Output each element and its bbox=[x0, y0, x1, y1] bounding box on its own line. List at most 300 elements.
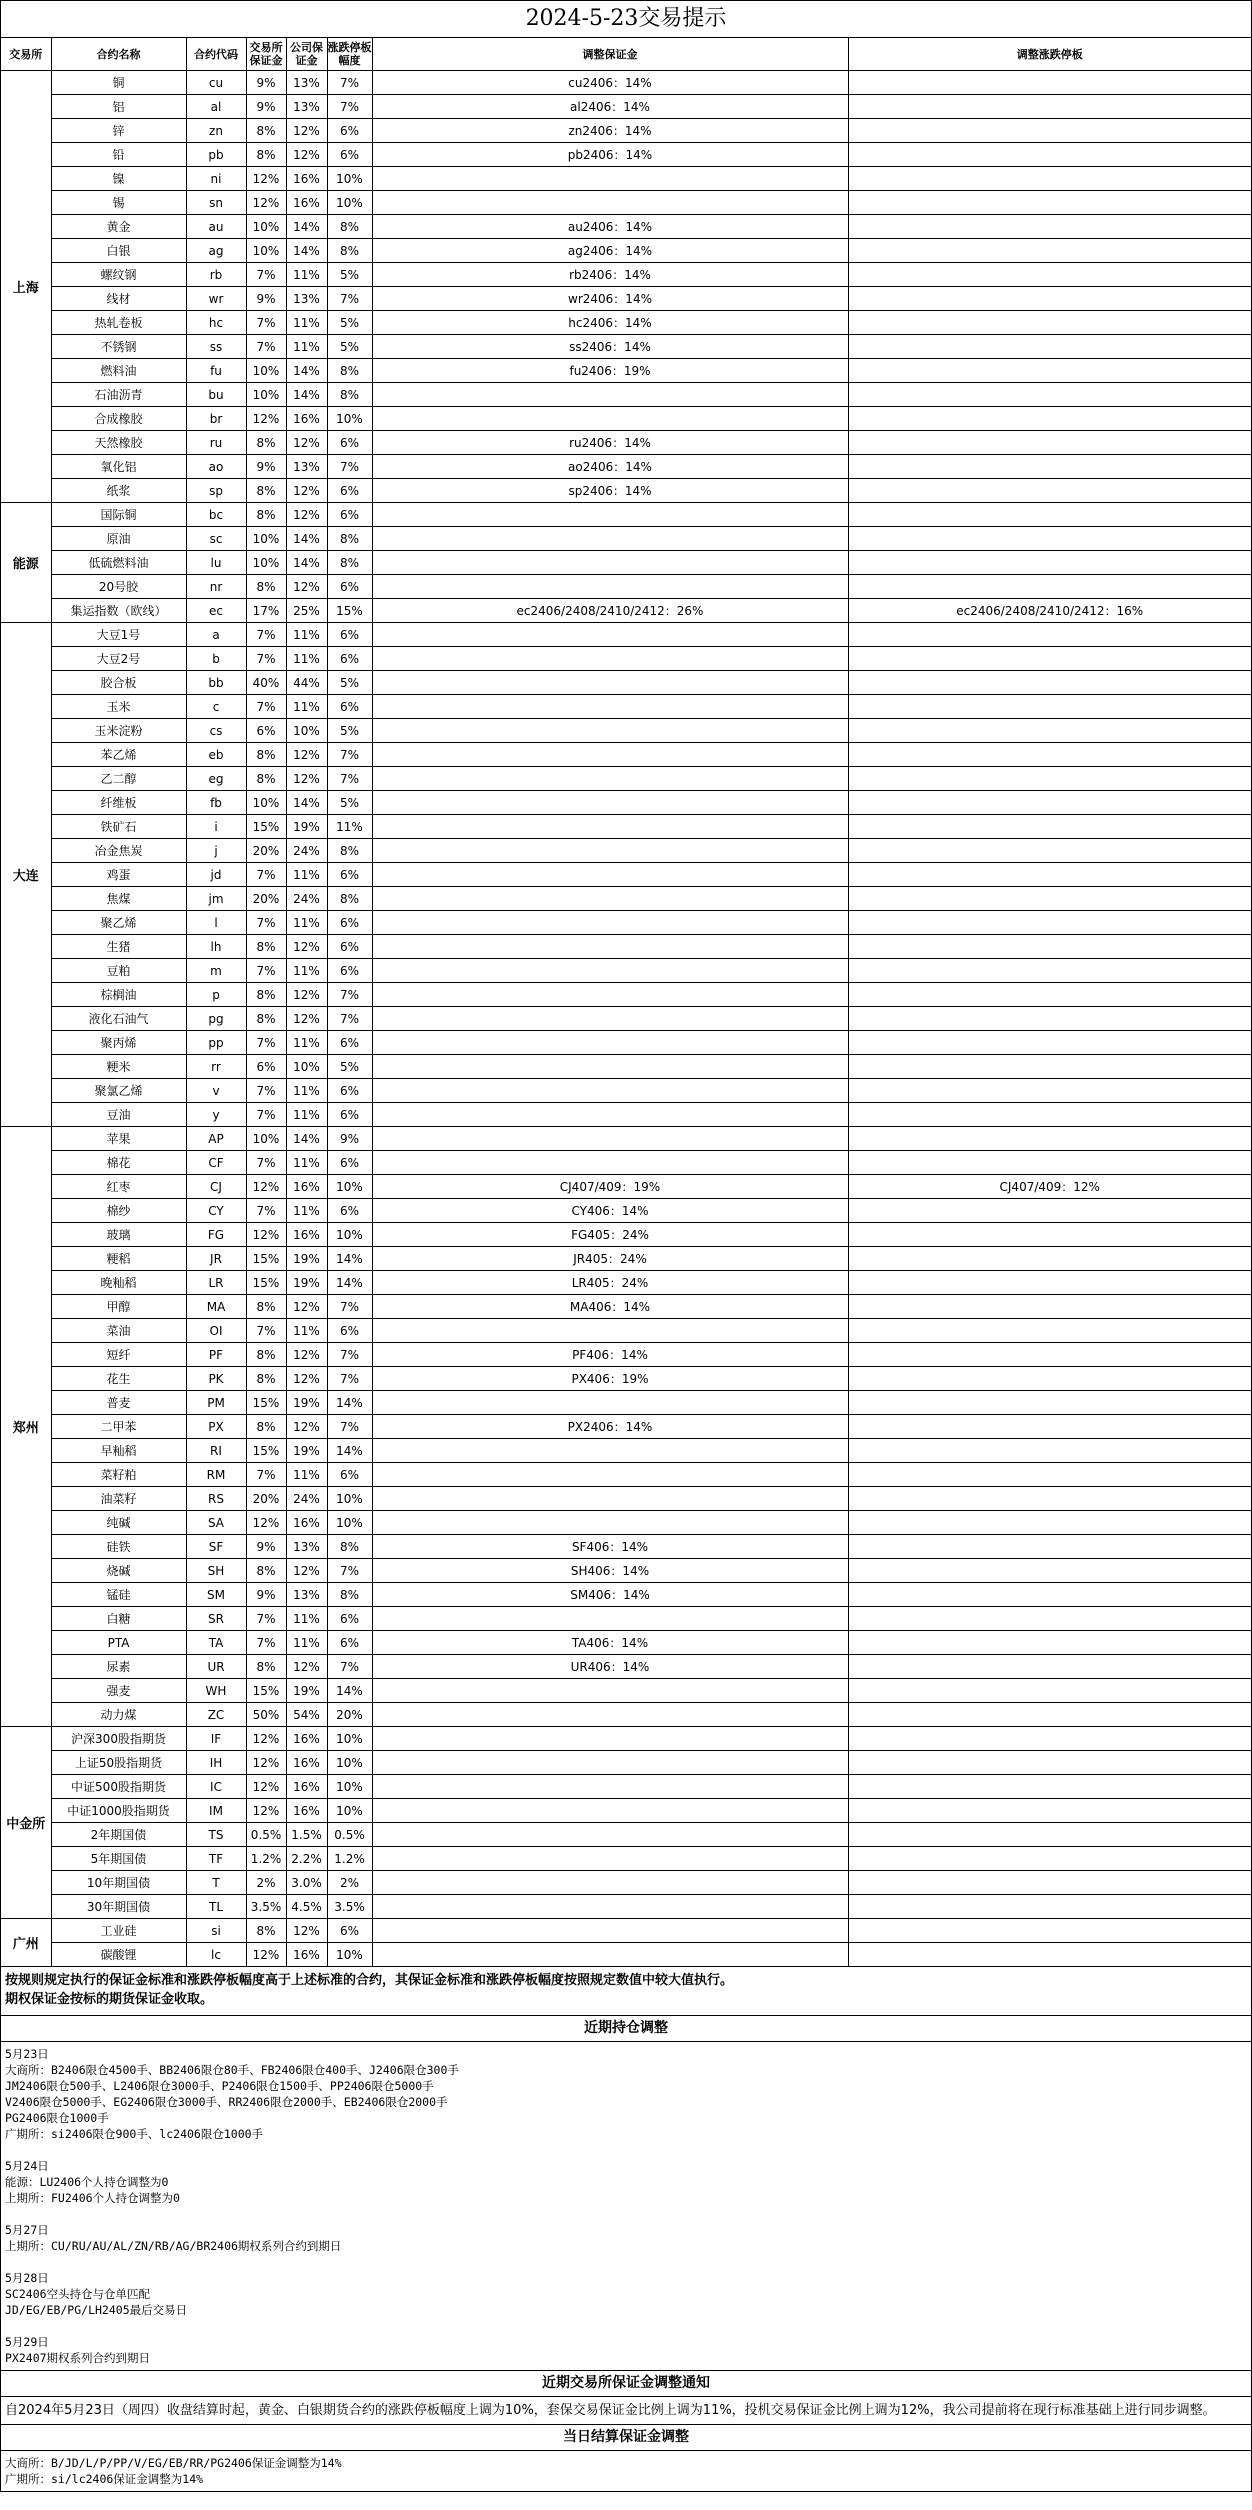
company-margin-cell: 25% bbox=[286, 599, 327, 623]
company-margin-cell: 2.2% bbox=[286, 1847, 327, 1871]
contract-name-cell: 甲醇 bbox=[51, 1295, 186, 1319]
contract-name-cell: 聚丙烯 bbox=[51, 1031, 186, 1055]
company-margin-cell: 11% bbox=[286, 1319, 327, 1343]
adjusted-margin-cell bbox=[372, 383, 848, 407]
contract-name-cell: 粳米 bbox=[51, 1055, 186, 1079]
adjusted-price-limit-cell bbox=[848, 503, 1251, 527]
exchange-margin-cell: 7% bbox=[246, 959, 286, 983]
adjusted-margin-cell bbox=[372, 839, 848, 863]
exchange-margin-cell: 1.2% bbox=[246, 1847, 286, 1871]
price-limit-cell: 6% bbox=[327, 1199, 372, 1223]
company-margin-cell: 13% bbox=[286, 287, 327, 311]
company-margin-cell: 14% bbox=[286, 551, 327, 575]
contract-code-cell: WH bbox=[186, 1679, 246, 1703]
adjusted-price-limit-cell bbox=[848, 887, 1251, 911]
company-margin-cell: 14% bbox=[286, 527, 327, 551]
contract-name-cell: 苹果 bbox=[51, 1127, 186, 1151]
contract-name-cell: 短纤 bbox=[51, 1343, 186, 1367]
price-limit-cell: 10% bbox=[327, 1223, 372, 1247]
exchange-margin-cell: 15% bbox=[246, 1439, 286, 1463]
adjusted-price-limit-cell bbox=[848, 647, 1251, 671]
contract-name-cell: 10年期国债 bbox=[51, 1871, 186, 1895]
exchange-margin-cell: 8% bbox=[246, 743, 286, 767]
adjusted-margin-cell bbox=[372, 1127, 848, 1151]
price-limit-cell: 8% bbox=[327, 839, 372, 863]
adjusted-margin-cell bbox=[372, 1439, 848, 1463]
table-row bbox=[1, 239, 1251, 263]
table-row bbox=[1, 815, 1251, 839]
adjusted-price-limit-cell bbox=[848, 983, 1251, 1007]
company-margin-cell: 11% bbox=[286, 911, 327, 935]
contract-code-cell: LR bbox=[186, 1271, 246, 1295]
adjusted-margin-cell: cu2406：14% bbox=[372, 71, 848, 95]
col-header: 公司保证金 bbox=[286, 38, 327, 71]
table-row bbox=[1, 1703, 1251, 1727]
company-margin-cell: 13% bbox=[286, 1583, 327, 1607]
contract-code-cell: sp bbox=[186, 479, 246, 503]
contract-code-cell: PK bbox=[186, 1367, 246, 1391]
position-adjust-line: JM2406限仓500手、L2406限仓3000手、P2406限仓1500手、PP2406限仓5000手 bbox=[5, 2079, 434, 2093]
price-limit-cell: 6% bbox=[327, 959, 372, 983]
company-margin-cell: 16% bbox=[286, 191, 327, 215]
table-row bbox=[1, 1535, 1251, 1559]
price-limit-cell: 6% bbox=[327, 431, 372, 455]
adjusted-price-limit-cell bbox=[848, 1679, 1251, 1703]
position-adjust-date: 5月28日 bbox=[5, 2271, 49, 2285]
company-margin-cell: 11% bbox=[286, 623, 327, 647]
company-margin-cell: 12% bbox=[286, 1559, 327, 1583]
exchange-cell: 中金所 bbox=[1, 1727, 51, 1919]
exchange-margin-cell: 7% bbox=[246, 1079, 286, 1103]
contract-name-cell: 油菜籽 bbox=[51, 1487, 186, 1511]
exchange-margin-cell: 10% bbox=[246, 791, 286, 815]
exchange-margin-cell: 8% bbox=[246, 1919, 286, 1943]
table-row bbox=[1, 1559, 1251, 1583]
price-limit-cell: 6% bbox=[327, 1151, 372, 1175]
adjusted-margin-cell bbox=[372, 1871, 848, 1895]
adjusted-margin-cell bbox=[372, 1007, 848, 1031]
adjusted-margin-cell: JR405：24% bbox=[372, 1247, 848, 1271]
contract-name-cell: 粳稻 bbox=[51, 1247, 186, 1271]
table-row bbox=[1, 935, 1251, 959]
company-margin-cell: 11% bbox=[286, 695, 327, 719]
table-row bbox=[1, 719, 1251, 743]
adjusted-margin-cell: PF406：14% bbox=[372, 1343, 848, 1367]
price-limit-cell: 14% bbox=[327, 1391, 372, 1415]
contract-code-cell: PM bbox=[186, 1391, 246, 1415]
adjusted-margin-cell bbox=[372, 1823, 848, 1847]
price-limit-cell: 3.5% bbox=[327, 1895, 372, 1919]
adjusted-price-limit-cell bbox=[848, 575, 1251, 599]
exchange-margin-cell: 10% bbox=[246, 239, 286, 263]
exchange-margin-cell: 7% bbox=[246, 647, 286, 671]
adjusted-price-limit-cell bbox=[848, 1895, 1251, 1919]
exchange-margin-cell: 7% bbox=[246, 335, 286, 359]
exchange-margin-cell: 0.5% bbox=[246, 1823, 286, 1847]
exchange-margin-cell: 20% bbox=[246, 1487, 286, 1511]
adjusted-margin-cell bbox=[372, 1487, 848, 1511]
table-row bbox=[1, 599, 1251, 623]
contract-name-cell: 尿素 bbox=[51, 1655, 186, 1679]
company-margin-cell: 11% bbox=[286, 863, 327, 887]
price-limit-cell: 7% bbox=[327, 983, 372, 1007]
adjusted-price-limit-cell bbox=[848, 791, 1251, 815]
company-margin-cell: 12% bbox=[286, 1415, 327, 1439]
exchange-margin-cell: 15% bbox=[246, 1679, 286, 1703]
table-row bbox=[1, 1007, 1251, 1031]
price-limit-cell: 1.2% bbox=[327, 1847, 372, 1871]
exchange-margin-cell: 3.5% bbox=[246, 1895, 286, 1919]
contract-name-cell: 5年期国债 bbox=[51, 1847, 186, 1871]
adjusted-margin-cell: FG405：24% bbox=[372, 1223, 848, 1247]
adjusted-margin-cell bbox=[372, 1319, 848, 1343]
table-row bbox=[1, 1871, 1251, 1895]
contract-name-cell: PTA bbox=[51, 1631, 186, 1655]
adjusted-margin-cell: PX406：19% bbox=[372, 1367, 848, 1391]
adjusted-margin-cell bbox=[372, 1679, 848, 1703]
adjusted-margin-cell bbox=[372, 575, 848, 599]
contract-code-cell: cs bbox=[186, 719, 246, 743]
settlement-line: 广期所：si/lc2406保证金调整为14% bbox=[5, 2472, 204, 2486]
exchange-margin-cell: 10% bbox=[246, 215, 286, 239]
adjusted-price-limit-cell bbox=[848, 1583, 1251, 1607]
price-limit-cell: 15% bbox=[327, 599, 372, 623]
table-row bbox=[1, 311, 1251, 335]
company-margin-cell: 11% bbox=[286, 1631, 327, 1655]
contract-name-cell: 二甲苯 bbox=[51, 1415, 186, 1439]
company-margin-cell: 14% bbox=[286, 1127, 327, 1151]
contract-code-cell: IH bbox=[186, 1751, 246, 1775]
contract-code-cell: eg bbox=[186, 767, 246, 791]
company-margin-cell: 14% bbox=[286, 239, 327, 263]
price-limit-cell: 8% bbox=[327, 359, 372, 383]
contract-code-cell: hc bbox=[186, 311, 246, 335]
contract-name-cell: 螺纹钢 bbox=[51, 263, 186, 287]
price-limit-cell: 10% bbox=[327, 1799, 372, 1823]
adjusted-margin-cell bbox=[372, 407, 848, 431]
adjusted-margin-cell: wr2406：14% bbox=[372, 287, 848, 311]
adjusted-price-limit-cell bbox=[848, 1511, 1251, 1535]
adjusted-margin-cell: rb2406：14% bbox=[372, 263, 848, 287]
exchange-margin-cell: 50% bbox=[246, 1703, 286, 1727]
table-row bbox=[1, 95, 1251, 119]
position-adjust-line: PG2406限仓1000手 bbox=[5, 2111, 109, 2125]
exchange-margin-cell: 12% bbox=[246, 1175, 286, 1199]
company-margin-cell: 11% bbox=[286, 1607, 327, 1631]
company-margin-cell: 12% bbox=[286, 1343, 327, 1367]
exchange-margin-cell: 7% bbox=[246, 1151, 286, 1175]
adjusted-margin-cell bbox=[372, 527, 848, 551]
adjusted-margin-cell bbox=[372, 1151, 848, 1175]
adjusted-price-limit-cell bbox=[848, 1607, 1251, 1631]
table-row bbox=[1, 1031, 1251, 1055]
contract-code-cell: MA bbox=[186, 1295, 246, 1319]
contract-name-cell: 红枣 bbox=[51, 1175, 186, 1199]
contract-code-cell: JR bbox=[186, 1247, 246, 1271]
price-limit-cell: 6% bbox=[327, 935, 372, 959]
adjusted-margin-cell: ss2406：14% bbox=[372, 335, 848, 359]
exchange-margin-cell: 8% bbox=[246, 1415, 286, 1439]
contract-name-cell: 棉纱 bbox=[51, 1199, 186, 1223]
adjusted-price-limit-cell bbox=[848, 1415, 1251, 1439]
contract-name-cell: 锰硅 bbox=[51, 1583, 186, 1607]
price-limit-cell: 10% bbox=[327, 1943, 372, 1967]
adjusted-price-limit-cell bbox=[848, 479, 1251, 503]
adjusted-margin-cell bbox=[372, 695, 848, 719]
company-margin-cell: 19% bbox=[286, 1391, 327, 1415]
exchange-margin-cell: 9% bbox=[246, 1535, 286, 1559]
company-margin-cell: 13% bbox=[286, 95, 327, 119]
contract-name-cell: 碳酸锂 bbox=[51, 1943, 186, 1967]
contract-name-cell: 豆油 bbox=[51, 1103, 186, 1127]
table-row bbox=[1, 167, 1251, 191]
table-row bbox=[1, 1199, 1251, 1223]
contract-code-cell: UR bbox=[186, 1655, 246, 1679]
table-row bbox=[1, 71, 1251, 95]
price-limit-cell: 10% bbox=[327, 1727, 372, 1751]
exchange-margin-cell: 8% bbox=[246, 479, 286, 503]
company-margin-cell: 10% bbox=[286, 719, 327, 743]
exchange-margin-cell: 7% bbox=[246, 1463, 286, 1487]
contract-name-cell: 普麦 bbox=[51, 1391, 186, 1415]
company-margin-cell: 16% bbox=[286, 1223, 327, 1247]
table-header-row bbox=[1, 38, 1251, 71]
table-row bbox=[1, 551, 1251, 575]
adjusted-price-limit-cell bbox=[848, 671, 1251, 695]
contract-code-cell: ao bbox=[186, 455, 246, 479]
exchange-margin-cell: 15% bbox=[246, 1271, 286, 1295]
exchange-margin-cell: 7% bbox=[246, 1607, 286, 1631]
contract-name-cell: 纯碱 bbox=[51, 1511, 186, 1535]
table-row bbox=[1, 335, 1251, 359]
contract-name-cell: 不锈钢 bbox=[51, 335, 186, 359]
col-header: 交易所保证金 bbox=[246, 38, 286, 71]
contract-code-cell: v bbox=[186, 1079, 246, 1103]
price-limit-cell: 7% bbox=[327, 1367, 372, 1391]
exchange-cell: 郑州 bbox=[1, 1127, 51, 1727]
adjusted-price-limit-cell bbox=[848, 959, 1251, 983]
contract-name-cell: 焦煤 bbox=[51, 887, 186, 911]
price-limit-cell: 9% bbox=[327, 1127, 372, 1151]
contract-code-cell: m bbox=[186, 959, 246, 983]
table-row bbox=[1, 959, 1251, 983]
price-limit-cell: 2% bbox=[327, 1871, 372, 1895]
margin-table bbox=[1, 38, 1251, 1967]
exchange-margin-cell: 9% bbox=[246, 455, 286, 479]
contract-code-cell: ag bbox=[186, 239, 246, 263]
contract-code-cell: c bbox=[186, 695, 246, 719]
adjusted-price-limit-cell bbox=[848, 863, 1251, 887]
price-limit-cell: 7% bbox=[327, 743, 372, 767]
adjusted-price-limit-cell bbox=[848, 215, 1251, 239]
price-limit-cell: 6% bbox=[327, 623, 372, 647]
company-margin-cell: 16% bbox=[286, 407, 327, 431]
company-margin-cell: 11% bbox=[286, 1151, 327, 1175]
adjusted-price-limit-cell bbox=[848, 1751, 1251, 1775]
contract-name-cell: 镍 bbox=[51, 167, 186, 191]
adjusted-margin-cell bbox=[372, 911, 848, 935]
adjusted-price-limit-cell bbox=[848, 311, 1251, 335]
table-row bbox=[1, 695, 1251, 719]
company-margin-cell: 44% bbox=[286, 671, 327, 695]
contract-code-cell: j bbox=[186, 839, 246, 863]
exchange-margin-cell: 10% bbox=[246, 359, 286, 383]
company-margin-cell: 16% bbox=[286, 167, 327, 191]
adjusted-margin-cell bbox=[372, 1919, 848, 1943]
exchange-margin-cell: 20% bbox=[246, 839, 286, 863]
adjusted-margin-cell bbox=[372, 1511, 848, 1535]
table-row bbox=[1, 623, 1251, 647]
contract-code-cell: CF bbox=[186, 1151, 246, 1175]
contract-code-cell: RM bbox=[186, 1463, 246, 1487]
company-margin-cell: 12% bbox=[286, 1007, 327, 1031]
contract-code-cell: sc bbox=[186, 527, 246, 551]
contract-code-cell: nr bbox=[186, 575, 246, 599]
contract-name-cell: 棕榈油 bbox=[51, 983, 186, 1007]
company-margin-cell: 12% bbox=[286, 479, 327, 503]
company-margin-cell: 16% bbox=[286, 1943, 327, 1967]
position-adjust-line: SC2406空头持仓与仓单匹配 bbox=[5, 2287, 151, 2301]
price-limit-cell: 7% bbox=[327, 71, 372, 95]
adjusted-price-limit-cell bbox=[848, 1487, 1251, 1511]
contract-name-cell: 晚籼稻 bbox=[51, 1271, 186, 1295]
contract-code-cell: b bbox=[186, 647, 246, 671]
company-margin-cell: 12% bbox=[286, 767, 327, 791]
exchange-margin-cell: 7% bbox=[246, 623, 286, 647]
price-limit-cell: 10% bbox=[327, 407, 372, 431]
price-limit-cell: 5% bbox=[327, 719, 372, 743]
col-header: 合约名称 bbox=[51, 38, 186, 71]
price-limit-cell: 14% bbox=[327, 1247, 372, 1271]
contract-name-cell: 大豆2号 bbox=[51, 647, 186, 671]
col-header: 合约代码 bbox=[186, 38, 246, 71]
contract-code-cell: ru bbox=[186, 431, 246, 455]
company-margin-cell: 12% bbox=[286, 431, 327, 455]
exchange-margin-cell: 12% bbox=[246, 1799, 286, 1823]
adjusted-margin-cell bbox=[372, 1103, 848, 1127]
adjusted-margin-cell bbox=[372, 1847, 848, 1871]
table-row bbox=[1, 671, 1251, 695]
contract-name-cell: 聚氯乙烯 bbox=[51, 1079, 186, 1103]
adjusted-margin-cell bbox=[372, 983, 848, 1007]
contract-name-cell: 胶合板 bbox=[51, 671, 186, 695]
exchange-margin-cell: 7% bbox=[246, 1103, 286, 1127]
company-margin-cell: 16% bbox=[286, 1727, 327, 1751]
adjusted-price-limit-cell bbox=[848, 1271, 1251, 1295]
adjusted-price-limit-cell bbox=[848, 1151, 1251, 1175]
company-margin-cell: 12% bbox=[286, 119, 327, 143]
exchange-margin-cell: 8% bbox=[246, 1295, 286, 1319]
adjusted-price-limit-cell bbox=[848, 239, 1251, 263]
position-adjust-body bbox=[1, 2042, 1251, 2371]
price-limit-cell: 8% bbox=[327, 215, 372, 239]
contract-name-cell: 国际铜 bbox=[51, 503, 186, 527]
exchange-margin-cell: 8% bbox=[246, 143, 286, 167]
price-limit-cell: 14% bbox=[327, 1679, 372, 1703]
adjusted-margin-cell: pb2406：14% bbox=[372, 143, 848, 167]
price-limit-cell: 5% bbox=[327, 671, 372, 695]
adjusted-price-limit-cell bbox=[848, 359, 1251, 383]
exchange-margin-cell: 6% bbox=[246, 1055, 286, 1079]
adjusted-margin-cell bbox=[372, 1079, 848, 1103]
price-limit-cell: 6% bbox=[327, 911, 372, 935]
table-row bbox=[1, 479, 1251, 503]
contract-code-cell: zn bbox=[186, 119, 246, 143]
contract-code-cell: IM bbox=[186, 1799, 246, 1823]
exchange-margin-cell: 8% bbox=[246, 575, 286, 599]
contract-code-cell: SR bbox=[186, 1607, 246, 1631]
contract-code-cell: pp bbox=[186, 1031, 246, 1055]
col-header: 调整涨跌停板 bbox=[848, 38, 1251, 71]
contract-name-cell: 2年期国债 bbox=[51, 1823, 186, 1847]
contract-code-cell: bc bbox=[186, 503, 246, 527]
price-limit-cell: 14% bbox=[327, 1439, 372, 1463]
contract-code-cell: jm bbox=[186, 887, 246, 911]
adjusted-margin-cell bbox=[372, 647, 848, 671]
company-margin-cell: 14% bbox=[286, 215, 327, 239]
exchange-margin-cell: 10% bbox=[246, 527, 286, 551]
contract-code-cell: SH bbox=[186, 1559, 246, 1583]
adjusted-margin-cell: SF406：14% bbox=[372, 1535, 848, 1559]
contract-code-cell: pg bbox=[186, 1007, 246, 1031]
contract-name-cell: 烧碱 bbox=[51, 1559, 186, 1583]
company-margin-cell: 14% bbox=[286, 383, 327, 407]
adjusted-margin-cell: SH406：14% bbox=[372, 1559, 848, 1583]
position-adjust-block bbox=[5, 2222, 1247, 2254]
table-row bbox=[1, 575, 1251, 599]
adjusted-price-limit-cell bbox=[848, 695, 1251, 719]
position-adjust-line: 广期所：si2406限仓900手、lc2406限仓1000手 bbox=[5, 2127, 264, 2141]
adjusted-margin-cell bbox=[372, 671, 848, 695]
price-limit-cell: 7% bbox=[327, 95, 372, 119]
price-limit-cell: 6% bbox=[327, 695, 372, 719]
exchange-margin-cell: 8% bbox=[246, 1367, 286, 1391]
adjusted-price-limit-cell bbox=[848, 1007, 1251, 1031]
contract-code-cell: jd bbox=[186, 863, 246, 887]
adjusted-margin-cell bbox=[372, 1895, 848, 1919]
exchange-margin-cell: 12% bbox=[246, 167, 286, 191]
table-row bbox=[1, 1103, 1251, 1127]
exchange-margin-cell: 15% bbox=[246, 1247, 286, 1271]
contract-code-cell: ni bbox=[186, 167, 246, 191]
adjusted-price-limit-cell bbox=[848, 1031, 1251, 1055]
price-limit-cell: 6% bbox=[327, 479, 372, 503]
price-limit-cell: 8% bbox=[327, 1583, 372, 1607]
company-margin-cell: 12% bbox=[286, 503, 327, 527]
exchange-cell: 大连 bbox=[1, 623, 51, 1127]
contract-code-cell: pb bbox=[186, 143, 246, 167]
exchange-margin-cell: 10% bbox=[246, 1127, 286, 1151]
exchange-margin-cell: 7% bbox=[246, 263, 286, 287]
exchange-margin-cell: 9% bbox=[246, 71, 286, 95]
exchange-margin-cell: 12% bbox=[246, 191, 286, 215]
price-limit-cell: 10% bbox=[327, 1487, 372, 1511]
table-row bbox=[1, 1127, 1251, 1151]
contract-code-cell: cu bbox=[186, 71, 246, 95]
company-margin-cell: 11% bbox=[286, 1103, 327, 1127]
position-adjust-line: 上期所：CU/RU/AU/AL/ZN/RB/AG/BR2406期权系列合约到期日 bbox=[5, 2239, 342, 2253]
table-row bbox=[1, 911, 1251, 935]
company-margin-cell: 13% bbox=[286, 1535, 327, 1559]
company-margin-cell: 54% bbox=[286, 1703, 327, 1727]
company-margin-cell: 11% bbox=[286, 263, 327, 287]
price-limit-cell: 8% bbox=[327, 551, 372, 575]
contract-name-cell: 线材 bbox=[51, 287, 186, 311]
contract-code-cell: wr bbox=[186, 287, 246, 311]
adjusted-margin-cell bbox=[372, 1031, 848, 1055]
contract-code-cell: p bbox=[186, 983, 246, 1007]
exchange-cell: 能源 bbox=[1, 503, 51, 623]
